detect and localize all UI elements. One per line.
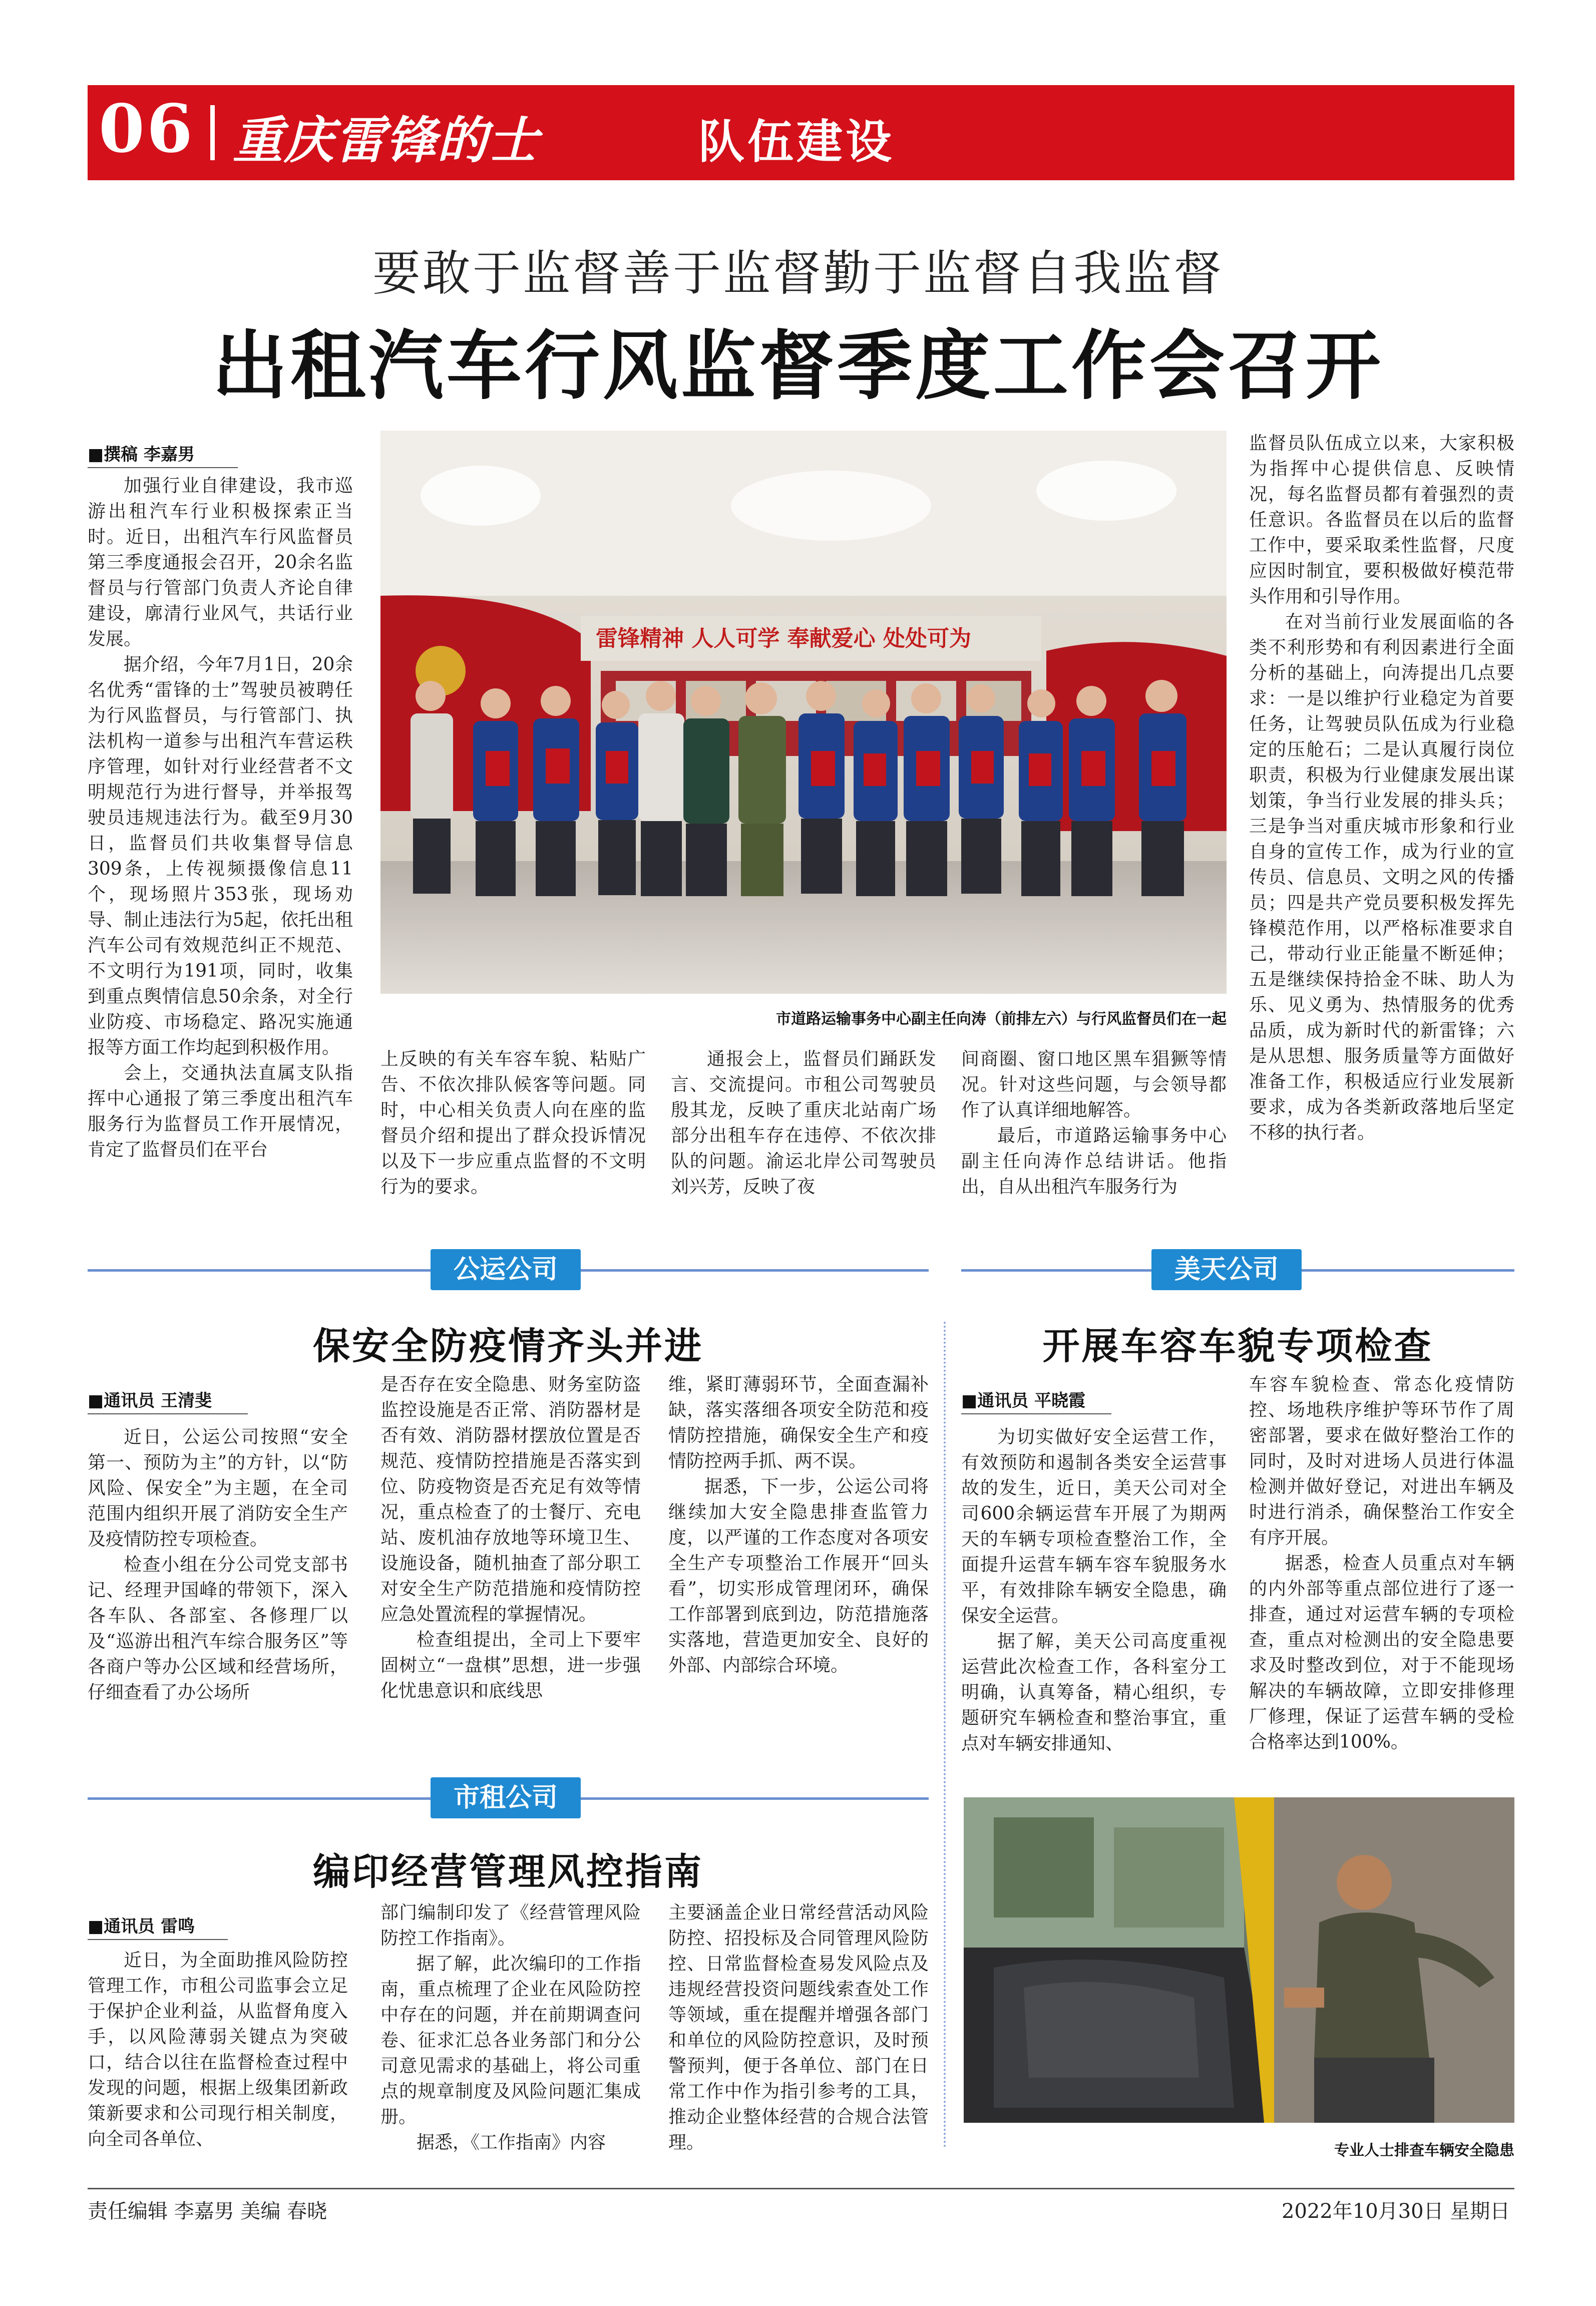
- page-number: 06: [99, 90, 195, 168]
- gongyun-col-2: 是否存在安全隐患、财务室防盗监控设施是否正常、消防器材是否有效、消防器材摆放位置是否规范、疫情防控措施是否落实到位、防疫物资是否充足有效等情况，重点检查了的士餐厅、充电站、废机油存放地等环境卫生、设施设备，随机抽查了部分职工对安全生产防范措施和疫情防控应急处置流程的掌握情况。 检查组提出，全司上下要牢固树立“一盘棋”思想，进一步强化忧患意识和底线思: [380, 1374, 641, 1701]
- meitian-headline: 开展车容车貌专项检查: [1042, 1325, 1433, 1368]
- shizu-headline: 编印经营管理风控指南: [313, 1850, 703, 1893]
- lead-headline: 出租汽车行风监督季度工作会召开: [212, 322, 1384, 410]
- lead-col-5: 监督员队伍成立以来，大家积极为指挥中心提供信息、反映情况，每名监督员都有着强烈的责任意识。各监督员在以后的监督工作中，要采取柔性监督，尺度应因时制宜，要积极做好模范带头作用和引导作用。 在对当前行业发展面临的各类不利形势和有利因素进行全面分析的基础上，向涛提出几点要求：一是以维护行业稳定为首要任务，让驾驶员队伍成为行业稳定的压舱石；二是认真履行岗位职责，积极为行业健康发展出谋划策，争当行业发展的排头兵；三是争当对重庆城市形象和行业自身的宣传工作，成为行业的宣传员、信息员、文明之风的传播员；四是共产党员要积极发挥先锋模范作用，以严格标准要求自己，带动行业正能量不断延伸；五是继续保持拾金不昧、助人为乐、见义勇为、热情服务的优秀品质，成为新时代的新雷锋；六是从思想、服务质量等方面做好准备工作，积极适应行业发展新要求，成为各类新政落地后坚定不移的执行者。: [1249, 433, 1514, 1143]
- column-divider: [944, 1322, 946, 2148]
- shizu-col-2: 部门编制印发了《经营管理风险防控工作指南》。 据了解，此次编印的工作指南，重点梳理了企业在风险防控中存在的问题，并在前期调查问卷、征求汇总各业务部门和分公司意见需求的基础上，将公司重点的规章制度及风险问题汇集成册。 据悉，《工作指南》内容: [380, 1902, 641, 2153]
- meitian-byline: ■通讯员 平晓霞: [961, 1387, 1111, 1414]
- group-photo: [380, 431, 1227, 994]
- gongyun-col-3: 维，紧盯薄弱环节，全面查漏补缺，落实落细各项安全防范和疫情防控措施，确保安全生产和疫情防控两手抓、两不误。 据悉，下一步，公运公司将继续加大安全隐患排查监管力度，以严谨的工作态度对各项安全生产专项整治工作展开“回头看”，切实形成管理闭环，确保工作部署到底到边，防范措施落实落地，营造更加安全、良好的外部、内部综合环境。: [668, 1374, 929, 1676]
- car-photo-caption: 专业人士排查车辆安全隐患: [1334, 2142, 1514, 2159]
- footer-editors: 责任编辑 李嘉男 美编 春晓: [88, 2200, 327, 2223]
- lead-photo-caption: 市道路运输事务中心副主任向涛（前排左六）与行风监督员们在一起: [776, 1010, 1227, 1028]
- lead-col-1: 加强行业自律建设，我市巡游出租汽车行业积极探索正当时。近日，出租汽车行风监督员第三季度通报会召开，20余名监督员与行管部门负责人齐论自律建设，廓清行业风气，共话行业发展。 据介绍，今年7月1日，20余名优秀“雷锋的士”驾驶员被聘任为行风监督员，与行管部门、执法机构一道参与出租汽车营运秩序管理，如针对行业经营者不文明规范行为进行督导，并举报驾驶员违规违法行为。截至9月30日，监督员们共收集督导信息309条，上传视频摄像信息11个，现场照片353张，现场劝导、制止违法行为5起，依托出租汽车公司有效规范纠正不规范、不文明行为191项，同时，收集到重点舆情信息50余条，对全行业防疫、市场稳定、路况实施通报等方面工作均起到积极作用。 会上，交通执法直属支队指挥中心通报了第三季度出租汽车服务行为监督员工作开展情况，肯定了监督员们在平台: [88, 476, 353, 1160]
- shizu-byline: ■通讯员 雷鸣: [88, 1912, 228, 1940]
- footer-rule: [88, 2188, 1514, 2189]
- shizu-col-3: 主要涵盖企业日常经营活动风险防控、招投标及合同管理风险防控、日常监督检查易发风险点及违规经营投资问题线索查处工作等领域，重在提醒并增强各部门和单位的风险防控意识，及时预警预判，便于各单位、部门在日常工作中作为指引参考的工具，推动企业整体经营的合规合法管理。: [668, 1902, 929, 2153]
- lead-col-2: 上反映的有关车容车貌、粘贴广告、不依次排队候客等问题。同时，中心相关负责人向在座的监督员介绍和提出了群众投诉情况以及下一步应重点监督的不文明行为的要求。: [380, 1049, 646, 1197]
- masthead-divider: [210, 105, 215, 160]
- gongyun-byline: ■通讯员 王清斐: [88, 1387, 248, 1414]
- meitian-col-1: 为切实做好安全运营工作，有效预防和遏制各类安全运营事故的发生，近日，美天公司对全司600余辆运营车开展了为期两天的车辆专项检查整治工作，全面提升运营车辆车容车貌服务水平，有效排除车辆安全隐患，确保安全运营。 据了解，美天公司高度重视运营此次检查工作，各科室分工明确，认真筹备，精心组织，专题研究车辆检查和整治事宜，重点对车辆安排通知、: [961, 1427, 1227, 1754]
- section-title: 队伍建设: [698, 115, 895, 169]
- shizu-col-1: 近日，为全面助推风险防控管理工作，市租公司监事会立足于保护企业利益，从监督角度入手，以风险薄弱关键点为突破口，结合以往在监督检查过程中发现的问题，根据上级集团新政策新要求和公司现行相关制度，向全司各单位、: [88, 1950, 348, 2149]
- car-inspection-photo: [964, 1797, 1514, 2123]
- lead-col-3: 通报会上，监督员们踊跃发言、交流提问。市租公司驾驶员殷其龙，反映了重庆北站南广场部分出租车存在违停、不依次排队的问题。渝运北岸公司驾驶员刘兴芳，反映了夜: [671, 1049, 936, 1197]
- lead-col-4: 间商圈、窗口地区黑车猖獗等情况。针对这些问题，与会领导都作了认真详细地解答。 最后，市道路运输事务中心副主任向涛作总结讲话。他指出，自从出租汽车服务行为: [961, 1049, 1227, 1197]
- gongyun-section-tag: 公运公司: [431, 1249, 581, 1290]
- paper-logo: 重庆雷锋的士: [233, 111, 539, 170]
- lead-byline: ■撰稿 李嘉男: [88, 441, 238, 468]
- lead-kicker: 要敢于监督善于监督勤于监督自我监督: [372, 245, 1224, 301]
- meitian-col-2: 车容车貌检查、常态化疫情防控、场地秩序维护等环节作了周密部署，要求在做好整治工作的同时，及时对进场人员进行体温检测并做好登记，对进出车辆及时进行消杀，确保整治工作安全有序开展。 据悉，检查人员重点对车辆的内外部等重点部位进行了逐一排查，通过对运营车辆的专项检查，重点对检测出的安全隐患要求及时整改到位，对于不能现场解决的车辆故障，立即安排修理厂修理，保证了运营车辆的受检合格率达到100%。: [1249, 1374, 1514, 1752]
- footer-date: 2022年10月30日 星期日: [1282, 2200, 1510, 2223]
- masthead: [88, 85, 1514, 180]
- meitian-section-tag: 美天公司: [1151, 1249, 1302, 1290]
- gongyun-headline: 保安全防疫情齐头并进: [313, 1325, 703, 1368]
- gongyun-col-1: 近日，公运公司按照“安全第一、预防为主”的方针，以“防风险、保安全”为主题，在全司范围内组织开展了消防安全生产及疫情防控专项检查。 检查小组在分公司党支部书记、经理尹国峰的带领下，深入各车队、各部室、各修理厂以及“巡游出租汽车综合服务区”等各商户等办公区域和经营场所，仔细查看了办公场所: [88, 1427, 348, 1703]
- photo-banner-text: 雷锋精神 人人可学 奉献爱心 处处可为: [596, 626, 971, 651]
- shizu-section-tag: 市租公司: [431, 1777, 581, 1818]
